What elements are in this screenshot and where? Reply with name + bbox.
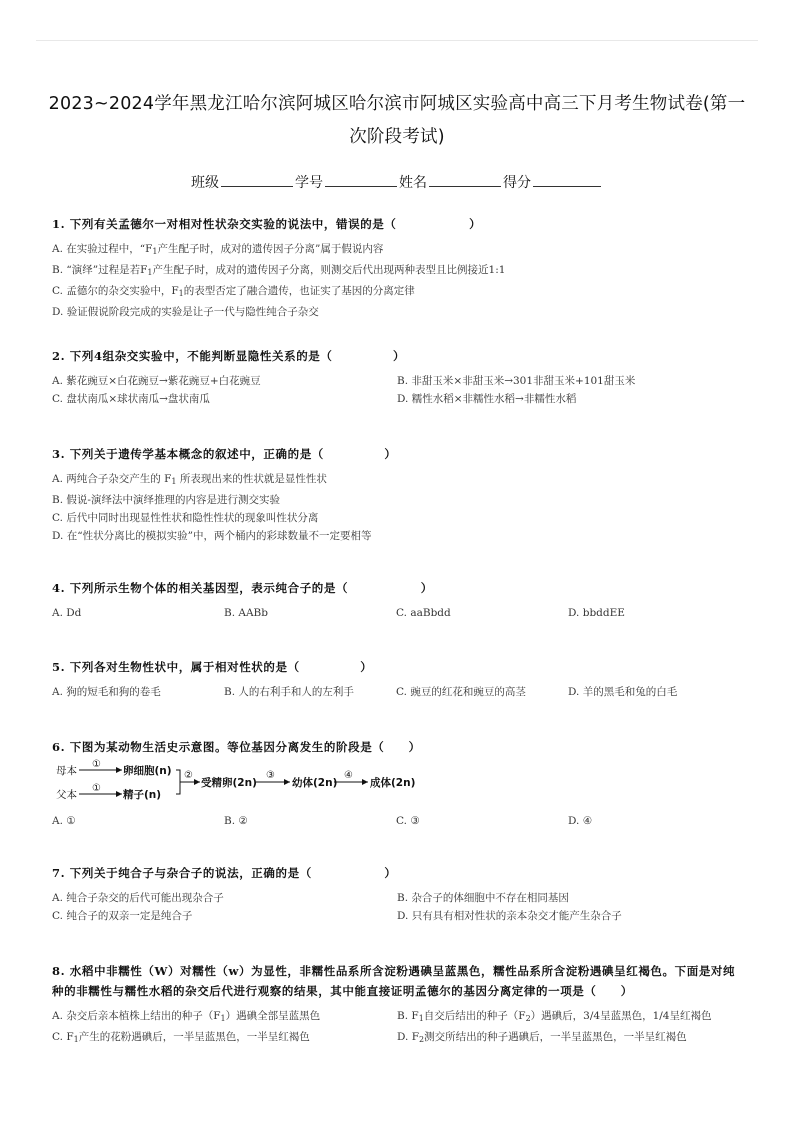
question-7	[52, 863, 742, 925]
name-blank[interactable]	[429, 172, 501, 187]
question-stem: 3. 下列关于遗传学基本概念的叙述中，正确的是（ ）	[52, 447, 397, 461]
option-c[interactable]: C. 盘状南瓜×球状南瓜→盘状南瓜	[52, 393, 210, 405]
life-cycle-diagram	[52, 758, 452, 808]
question-stem: 4. 下列所示生物个体的相关基因型，表示纯合子的是（ ）	[52, 581, 433, 595]
option-a[interactable]: A. Dd	[52, 607, 82, 619]
step-4: ④	[344, 770, 353, 781]
option-a[interactable]: A. 在实验过程中，“$F_1$产生配子时，成对的遗传因子分离”属于假说内容	[52, 243, 384, 256]
question-stem: 1. 下列有关孟德尔一对相对性状杂交实验的说法中，错误的是（ ）	[52, 217, 482, 231]
header-rule	[36, 40, 758, 41]
question-stem: 8. 水稻中非糯性（W）对糯性（w）为显性，非糯性品系所含淀粉遇碘呈蓝黑色，糯性品系所含淀粉遇碘呈红褐色。下面是对纯种的非糯性与糯性水稻的杂交后代进行观察的结果，其中能直接证明孟德尔的基因分离定律的一项是（ ）	[52, 964, 736, 998]
option-d[interactable]: D. 只有具有相对性状的亲本杂交才能产生杂合子	[397, 910, 622, 922]
merge-bracket	[176, 770, 180, 794]
option-b[interactable]: B. 杂合子的体细胞中不存在相同基因	[397, 892, 569, 904]
step-3: ③	[266, 770, 275, 781]
question-4	[52, 578, 742, 622]
question-3	[52, 444, 742, 545]
option-c[interactable]: C. 后代中同时出现显性性状和隐性性状的现象叫性状分离	[52, 512, 319, 524]
option-b[interactable]: B. “演绎”过程是若$F_1$产生配子时，成对的遗传因子分离，则测交后代出现两种表型且比例接近1:1	[52, 264, 506, 277]
question-stem: 2. 下列4组杂交实验中，不能判断显隐性关系的是（ ）	[52, 349, 406, 363]
student-info-line	[0, 172, 794, 192]
option-d[interactable]: D. 糯性水稻×非糯性水稻→非糯性水稻	[397, 393, 577, 405]
option-b[interactable]: B. 假说-演绎法中演绎推理的内容是进行测交实验	[52, 494, 280, 506]
juvenile-label: 幼体(2n)	[292, 777, 338, 789]
option-b[interactable]: B. 人的右利手和人的左利手	[224, 686, 354, 698]
option-c[interactable]: C. ③	[396, 815, 420, 827]
adult-label: 成体(2n)	[370, 777, 416, 789]
option-d[interactable]: D. 羊的黑毛和兔的白毛	[568, 686, 678, 698]
option-a[interactable]: A. 杂交后亲本植株上结出的种子$(F_1)$遇碘全部呈蓝黑色	[52, 1010, 321, 1023]
option-b[interactable]: B. ②	[224, 815, 248, 827]
question-stem: 6. 下图为某动物生活史示意图。等位基因分离发生的阶段是（ ）	[52, 740, 421, 754]
option-d[interactable]: D. bbddEE	[568, 607, 625, 619]
option-c[interactable]: C. 纯合子的双亲一定是纯合子	[52, 910, 193, 922]
step-1-lower: ①	[92, 783, 101, 794]
option-d[interactable]: D. $F_2$测交所结出的种子遇碘后，一半呈蓝黑色，一半呈红褐色	[397, 1031, 687, 1044]
option-d[interactable]: D. 在“性状分离比的模拟实验”中，两个桶内的彩球数量不一定要相等	[52, 530, 372, 542]
class-label: 班级	[191, 175, 219, 191]
student-id-blank[interactable]	[325, 172, 397, 187]
option-b[interactable]: B. $F_1$自交后结出的种子$(F_2)$遇碘后，3/4呈蓝黑色，1/4呈红褐色	[397, 1010, 712, 1023]
option-b[interactable]: B. 非甜玉米×非甜玉米→301非甜玉米+101甜玉米	[397, 375, 636, 387]
zygote-label: 受精卵(2n)	[201, 777, 257, 789]
question-6-options	[52, 812, 742, 830]
question-stem: 5. 下列各对生物性状中，属于相对性状的是（ ）	[52, 660, 373, 674]
mother-label: 母本	[56, 765, 77, 777]
option-d[interactable]: D. 验证假说阶段完成的实验是让子一代与隐性纯合子杂交	[52, 306, 319, 318]
score-blank[interactable]	[533, 172, 601, 187]
egg-cell-label: 卵细胞(n)	[123, 765, 172, 777]
option-a[interactable]: A. 纯合子杂交的后代可能出现杂合子	[52, 892, 224, 904]
option-d[interactable]: D. ④	[568, 815, 593, 827]
name-label: 姓名	[399, 175, 427, 191]
step-1-upper: ①	[92, 759, 101, 770]
question-5	[52, 657, 742, 701]
option-c[interactable]: C. aaBbdd	[396, 607, 451, 619]
student-id-label: 学号	[295, 175, 323, 191]
option-c[interactable]: C. 孟德尔的杂交实验中，$F_1$的表型否定了融合遗传，也证实了基因的分离定律	[52, 285, 415, 298]
question-2	[52, 346, 742, 408]
score-label: 得分	[503, 175, 531, 191]
option-a[interactable]: A. 狗的短毛和狗的卷毛	[52, 686, 161, 698]
option-a[interactable]: A. 两纯合子杂交产生的 $F_1$ 所表现出来的性状就是显性性状	[52, 473, 327, 486]
option-b[interactable]: B. AABb	[224, 607, 268, 619]
option-a[interactable]: A. 紫花豌豆×白花豌豆→紫花豌豆+白花豌豆	[52, 375, 261, 387]
option-c[interactable]: C. $F_1$产生的花粉遇碘后，一半呈蓝黑色，一半呈红褐色	[52, 1031, 310, 1044]
question-1	[52, 214, 742, 321]
sperm-label: 精子(n)	[123, 789, 162, 801]
question-stem: 7. 下列关于纯合子与杂合子的说法，正确的是（ ）	[52, 866, 397, 880]
question-8	[52, 961, 742, 1049]
option-a[interactable]: A. ①	[52, 815, 76, 827]
father-label: 父本	[56, 789, 77, 801]
option-c[interactable]: C. 豌豆的红花和豌豆的高茎	[396, 686, 526, 698]
class-blank[interactable]	[221, 172, 293, 187]
step-2: ②	[184, 770, 193, 781]
exam-title: 2023~2024学年黑龙江哈尔滨阿城区哈尔滨市阿城区实验高中高三下月考生物试卷(第一次阶段考试)	[48, 94, 746, 147]
question-6	[52, 737, 742, 757]
